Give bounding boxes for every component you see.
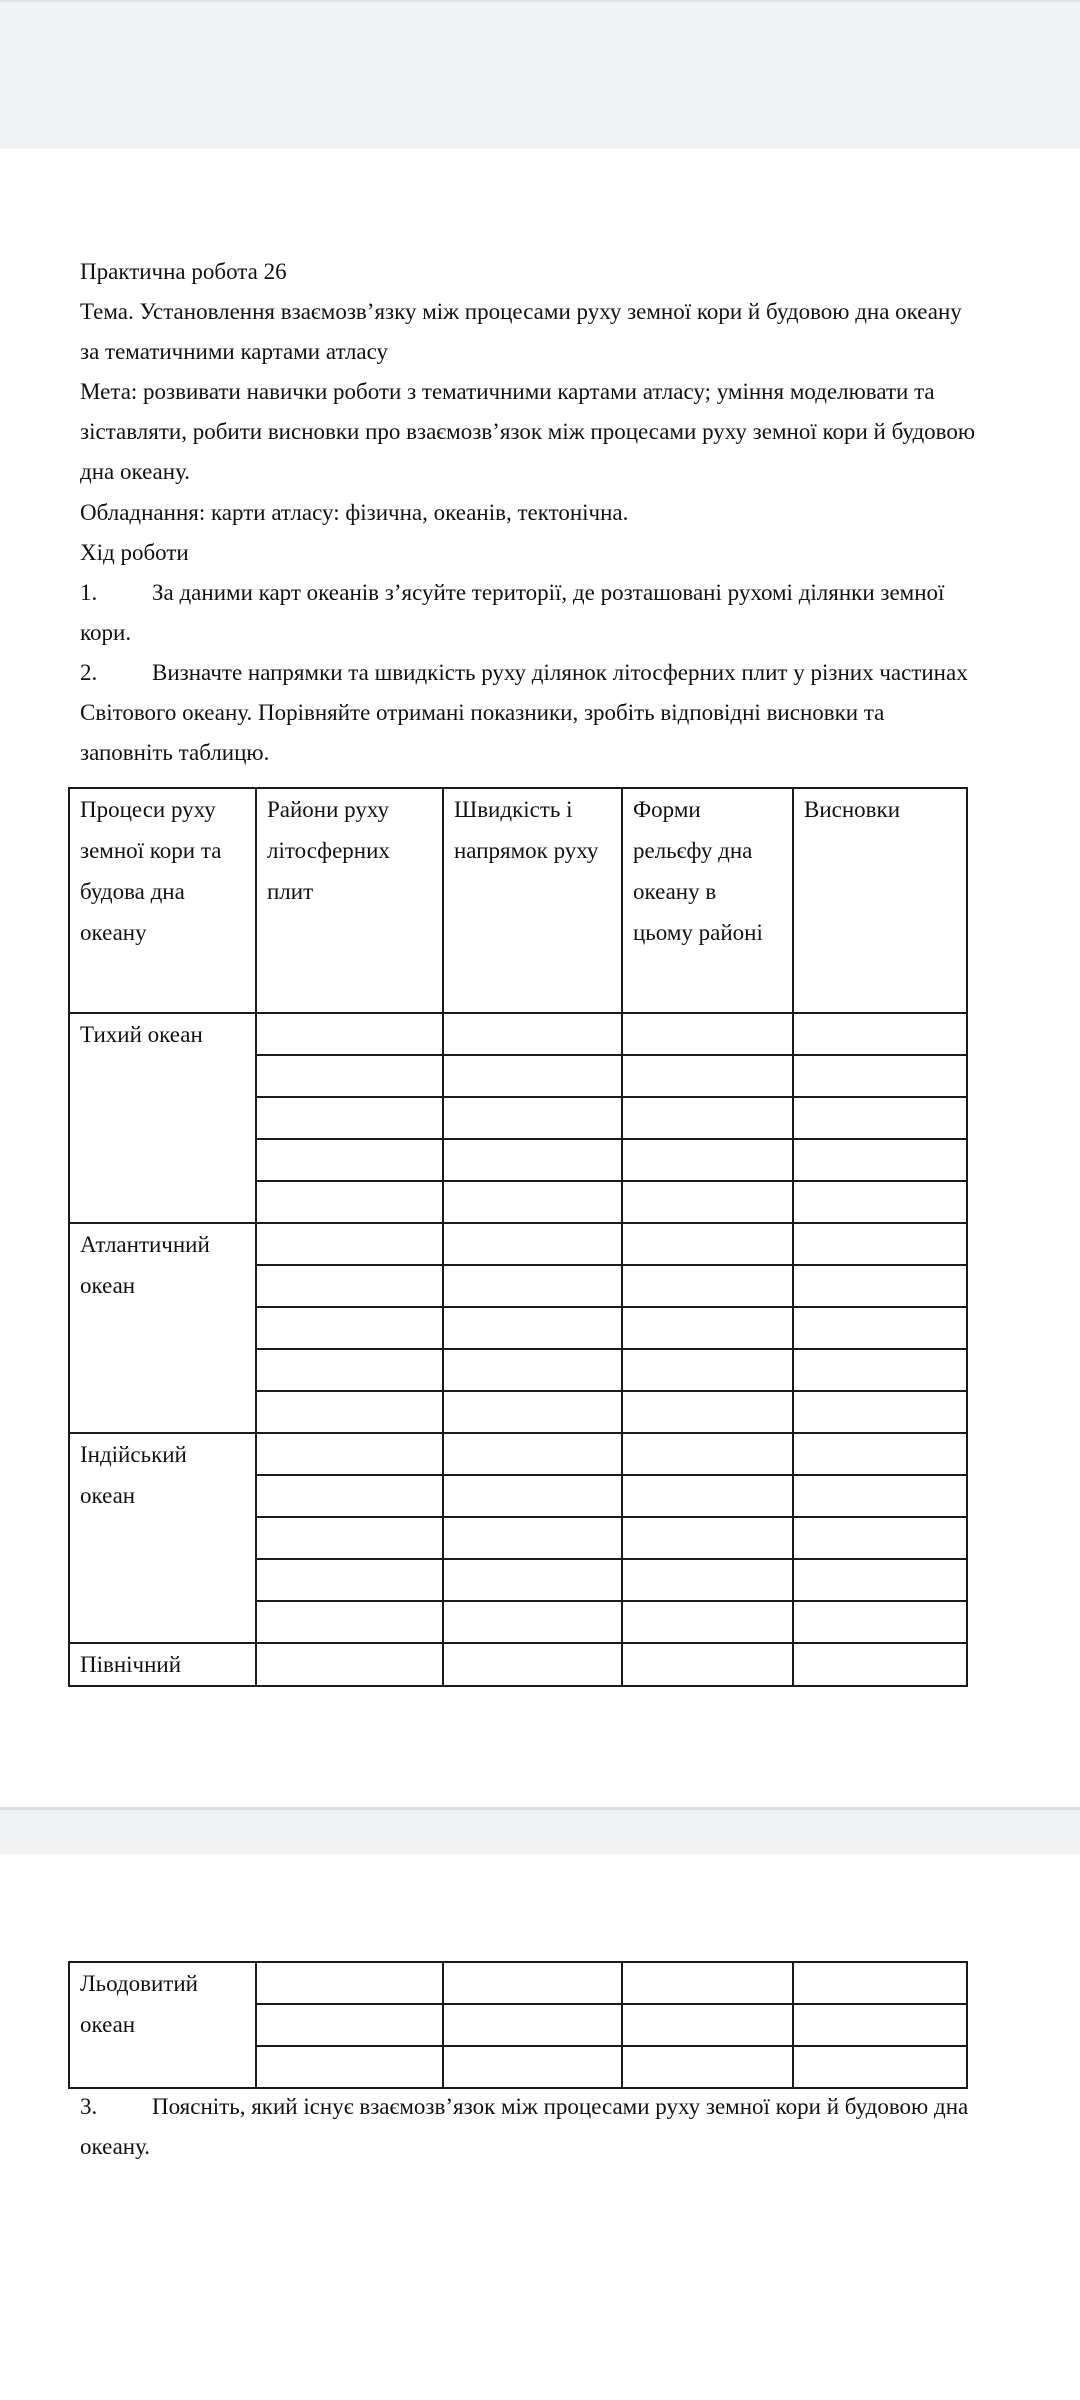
- header-text: плит: [267, 879, 314, 904]
- header-text: рельєфу дна: [633, 838, 753, 863]
- viewer-top-margin: [0, 0, 1080, 149]
- table-cell[interactable]: [443, 1517, 622, 1559]
- table-cell[interactable]: [256, 1223, 443, 1265]
- table-cell[interactable]: [256, 1962, 443, 2004]
- header-text: земної кори та: [80, 838, 222, 863]
- table-cell[interactable]: [793, 1307, 967, 1349]
- table-cell[interactable]: [443, 1139, 622, 1181]
- ocean-cell-pacific: [69, 1013, 256, 1223]
- procedure-heading: Хід роботи: [80, 540, 189, 565]
- table-cell[interactable]: [622, 1265, 793, 1307]
- table-cell[interactable]: [256, 1013, 443, 1055]
- table-cell[interactable]: [622, 1433, 793, 1475]
- table-cell[interactable]: [793, 1391, 967, 1433]
- table-cell[interactable]: [443, 1223, 622, 1265]
- table-cell[interactable]: [793, 1223, 967, 1265]
- table-cell[interactable]: [793, 1433, 967, 1475]
- table-cell[interactable]: [793, 1181, 967, 1223]
- topic-line: Тема. Установлення взаємозв’язку між процесами руху земної кори й будовою дна океану: [80, 299, 962, 324]
- table-cell[interactable]: [622, 1055, 793, 1097]
- table-cell[interactable]: [622, 1223, 793, 1265]
- step-2-continued: заповніть таблицю.: [80, 740, 270, 765]
- table-cell[interactable]: [793, 1962, 967, 2004]
- table-cell[interactable]: [256, 1097, 443, 1139]
- table-cell[interactable]: [256, 2004, 443, 2046]
- ocean-name: Північний: [80, 1652, 182, 1677]
- step-3: [80, 2087, 1020, 2127]
- table-cell[interactable]: [793, 1349, 967, 1391]
- step-number: 1.: [80, 580, 98, 605]
- header-cell: [69, 788, 256, 1013]
- table-cell[interactable]: [622, 1517, 793, 1559]
- topic-line: за тематичними картами атласу: [80, 339, 389, 364]
- header-text: напрямок руху: [454, 838, 599, 863]
- ocean-name: океан: [80, 1273, 136, 1298]
- header-text: Висновки: [804, 797, 901, 822]
- header-text: океану в: [633, 879, 717, 904]
- table-cell[interactable]: [622, 1601, 793, 1643]
- header-text: Процеси руху: [80, 797, 216, 822]
- ocean-name: океан: [80, 2012, 136, 2037]
- table-cell[interactable]: [793, 2046, 967, 2088]
- table-cell[interactable]: [443, 1055, 622, 1097]
- table-cell[interactable]: [622, 1181, 793, 1223]
- table-cell[interactable]: [443, 1181, 622, 1223]
- work-title: Практична робота 26: [80, 259, 287, 284]
- table-cell[interactable]: [256, 1517, 443, 1559]
- header-text: літосферних: [267, 838, 390, 863]
- goal-line: зіставляти, робити висновки про взаємозв’язок між процесами руху земної кори й будовою: [80, 419, 976, 444]
- header-text: Швидкість і: [454, 797, 573, 822]
- table-cell[interactable]: [622, 1139, 793, 1181]
- header-text: океану: [80, 920, 147, 945]
- table-cell[interactable]: [443, 1391, 622, 1433]
- header-cell: [443, 788, 622, 1013]
- table-cell[interactable]: [256, 1559, 443, 1601]
- table-cell[interactable]: [256, 1265, 443, 1307]
- table-cell[interactable]: [793, 1517, 967, 1559]
- ocean-cell-arctic-part2: [69, 1962, 256, 2088]
- page-break-gap: [0, 1807, 1080, 1854]
- table-cell[interactable]: [256, 1307, 443, 1349]
- table-cell[interactable]: [256, 1433, 443, 1475]
- table-cell[interactable]: [622, 1962, 793, 2004]
- header-cell: [622, 788, 793, 1013]
- table-cell[interactable]: [622, 1349, 793, 1391]
- ocean-name: Льодовитий: [80, 1971, 198, 1996]
- table-row: [69, 1433, 967, 1475]
- step-text: Поясніть, який існує взаємозв’язок між процесами руху земної кори й будовою дна: [152, 2094, 969, 2119]
- table-cell[interactable]: [443, 1307, 622, 1349]
- table-row: [69, 1013, 967, 1055]
- step-2-continued: Світового океану. Порівняйте отримані показники, зробіть відповідні висновки та: [80, 700, 885, 725]
- table-cell[interactable]: [443, 2004, 622, 2046]
- goal-line: дна океану.: [80, 459, 191, 484]
- table-cell[interactable]: [622, 1013, 793, 1055]
- table-cell[interactable]: [443, 1013, 622, 1055]
- table-cell[interactable]: [443, 1097, 622, 1139]
- table-cell[interactable]: [256, 1391, 443, 1433]
- ocean-name: Індійський: [80, 1442, 187, 1467]
- step-text: За даними карт океанів з’ясуйте території, де розташовані рухомі ділянки земної: [152, 580, 945, 605]
- ocean-cell-atlantic: [69, 1223, 256, 1433]
- table-cell[interactable]: [793, 2004, 967, 2046]
- table-cell[interactable]: [793, 1559, 967, 1601]
- table-cell[interactable]: [622, 1097, 793, 1139]
- table-cell[interactable]: [793, 1601, 967, 1643]
- header-text: будова дна: [80, 879, 185, 904]
- document-page-1[interactable]: [0, 147, 1080, 1807]
- ocean-name: Тихий океан: [80, 1022, 203, 1047]
- step-1: [80, 573, 1020, 613]
- table-cell[interactable]: [793, 1013, 967, 1055]
- table-header-row: [69, 788, 967, 1013]
- ocean-cell-indian: [69, 1433, 256, 1643]
- oceans-table-continued: [68, 1961, 968, 2089]
- table-cell[interactable]: [256, 1475, 443, 1517]
- table-cell[interactable]: [256, 1055, 443, 1097]
- table-cell[interactable]: [793, 1643, 967, 1686]
- step-2: [80, 653, 1020, 693]
- table-cell[interactable]: [443, 1349, 622, 1391]
- table-cell[interactable]: [443, 1433, 622, 1475]
- table-cell[interactable]: [256, 1139, 443, 1181]
- table-cell[interactable]: [622, 2046, 793, 2088]
- equipment-line: Обладнання: карти атласу: фізична, океанів, тектонічна.: [80, 500, 629, 525]
- table-cell[interactable]: [793, 1097, 967, 1139]
- document-page-2[interactable]: [0, 1851, 1080, 2400]
- table-cell[interactable]: [443, 1265, 622, 1307]
- header-text: цьому районі: [633, 920, 763, 945]
- table-cell[interactable]: [256, 1181, 443, 1223]
- table-cell[interactable]: [443, 2046, 622, 2088]
- goal-line: Мета: розвивати навички роботи з тематичними картами атласу; уміння моделювати та: [80, 379, 935, 404]
- step-1-continued: кори.: [80, 620, 132, 645]
- table-cell[interactable]: [443, 1475, 622, 1517]
- table-cell[interactable]: [622, 2004, 793, 2046]
- table-cell[interactable]: [443, 1962, 622, 2004]
- table-cell[interactable]: [793, 1055, 967, 1097]
- ocean-name: Атлантичний: [80, 1232, 210, 1257]
- table-cell[interactable]: [622, 1391, 793, 1433]
- table-cell[interactable]: [622, 1559, 793, 1601]
- step-text: Визначте напрямки та швидкість руху ділянок літосферних плит у різних частинах: [152, 660, 968, 685]
- table-cell[interactable]: [443, 1559, 622, 1601]
- ocean-cell-arctic-part1: [69, 1643, 256, 1686]
- step-3-continued: океану.: [80, 2134, 151, 2159]
- table-cell[interactable]: [256, 1349, 443, 1391]
- table-cell[interactable]: [622, 1475, 793, 1517]
- table-cell[interactable]: [793, 1139, 967, 1181]
- table-cell[interactable]: [443, 1601, 622, 1643]
- oceans-table: [68, 787, 968, 1687]
- table-cell[interactable]: [793, 1265, 967, 1307]
- header-cell: [256, 788, 443, 1013]
- step-number: 3.: [80, 2094, 98, 2119]
- header-cell: [793, 788, 967, 1013]
- table-cell[interactable]: [256, 1643, 443, 1686]
- header-text: Форми: [633, 797, 701, 822]
- table-row: [69, 1223, 967, 1265]
- table-cell[interactable]: [256, 1601, 443, 1643]
- table-row: [69, 1643, 967, 1686]
- ocean-name: океан: [80, 1483, 136, 1508]
- table-cell[interactable]: [443, 1643, 622, 1686]
- header-text: Райони руху: [267, 797, 389, 822]
- table-cell[interactable]: [622, 1307, 793, 1349]
- table-row: [69, 1962, 967, 2004]
- table-cell[interactable]: [793, 1475, 967, 1517]
- step-number: 2.: [80, 660, 98, 685]
- table-cell[interactable]: [622, 1643, 793, 1686]
- table-cell[interactable]: [256, 2046, 443, 2088]
